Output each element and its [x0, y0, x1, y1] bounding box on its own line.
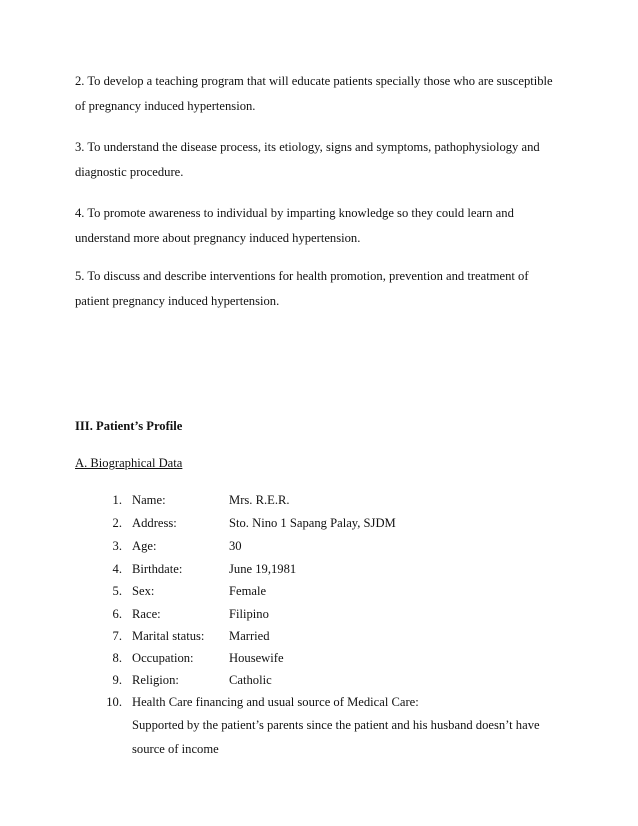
objective-2-line-1: 2. To develop a teaching program that will educate patients specially those who are susceptible — [75, 74, 553, 88]
bio-label: Occupation: — [132, 651, 194, 665]
list-number: 9. — [112, 673, 122, 687]
bio-label: Race: — [132, 607, 161, 621]
bio-value: Sto. Nino 1 Sapang Palay, SJDM — [229, 516, 396, 530]
bio-label: Birthdate: — [132, 562, 183, 576]
list-number: 8. — [112, 651, 122, 665]
bio-label: Religion: — [132, 673, 179, 687]
list-number: 5. — [112, 584, 122, 598]
bio-value: 30 — [229, 539, 242, 553]
health-care-line-1: Supported by the patient’s parents since the patient and his husband doesn’t have — [132, 718, 540, 732]
objective-5-line-2: patient pregnancy induced hypertension. — [75, 294, 280, 308]
section-title: III. Patient’s Profile — [75, 419, 183, 433]
bio-value: Mrs. R.E.R. — [229, 493, 290, 507]
list-number: 7. — [112, 629, 122, 643]
bio-value: Filipino — [229, 607, 269, 621]
objective-2-line-2: of pregnancy induced hypertension. — [75, 99, 256, 113]
bio-label: Sex: — [132, 584, 155, 598]
objective-4-line-1: 4. To promote awareness to individual by imparting knowledge so they could learn and — [75, 206, 514, 220]
objective-5-line-1: 5. To discuss and describe interventions for health promotion, prevention and treatment of — [75, 269, 529, 283]
bio-value: Housewife — [229, 651, 284, 665]
bio-label: Marital status: — [132, 629, 205, 643]
section-subtitle: A. Biographical Data — [75, 456, 183, 470]
bio-value: June 19,1981 — [229, 562, 297, 576]
bio-label: Age: — [132, 539, 157, 553]
list-number: 2. — [112, 516, 122, 530]
list-number: 6. — [112, 607, 122, 621]
list-number: 1. — [112, 493, 122, 507]
objective-4-line-2: understand more about pregnancy induced hypertension. — [75, 231, 361, 245]
bio-value: Catholic — [229, 673, 272, 687]
health-care-heading: Health Care financing and usual source of Medical Care: — [132, 695, 419, 709]
health-care-line-2: source of income — [132, 742, 219, 756]
bio-value: Married — [229, 629, 270, 643]
bio-value: Female — [229, 584, 267, 598]
objective-3-line-1: 3. To understand the disease process, its etiology, signs and symptoms, pathophysiology and — [75, 140, 540, 154]
list-number: 4. — [112, 562, 122, 576]
list-number: 3. — [112, 539, 122, 553]
bio-label: Name: — [132, 493, 166, 507]
bio-label: Address: — [132, 516, 177, 530]
objective-3-line-2: diagnostic procedure. — [75, 165, 184, 179]
list-number: 10. — [106, 695, 122, 709]
